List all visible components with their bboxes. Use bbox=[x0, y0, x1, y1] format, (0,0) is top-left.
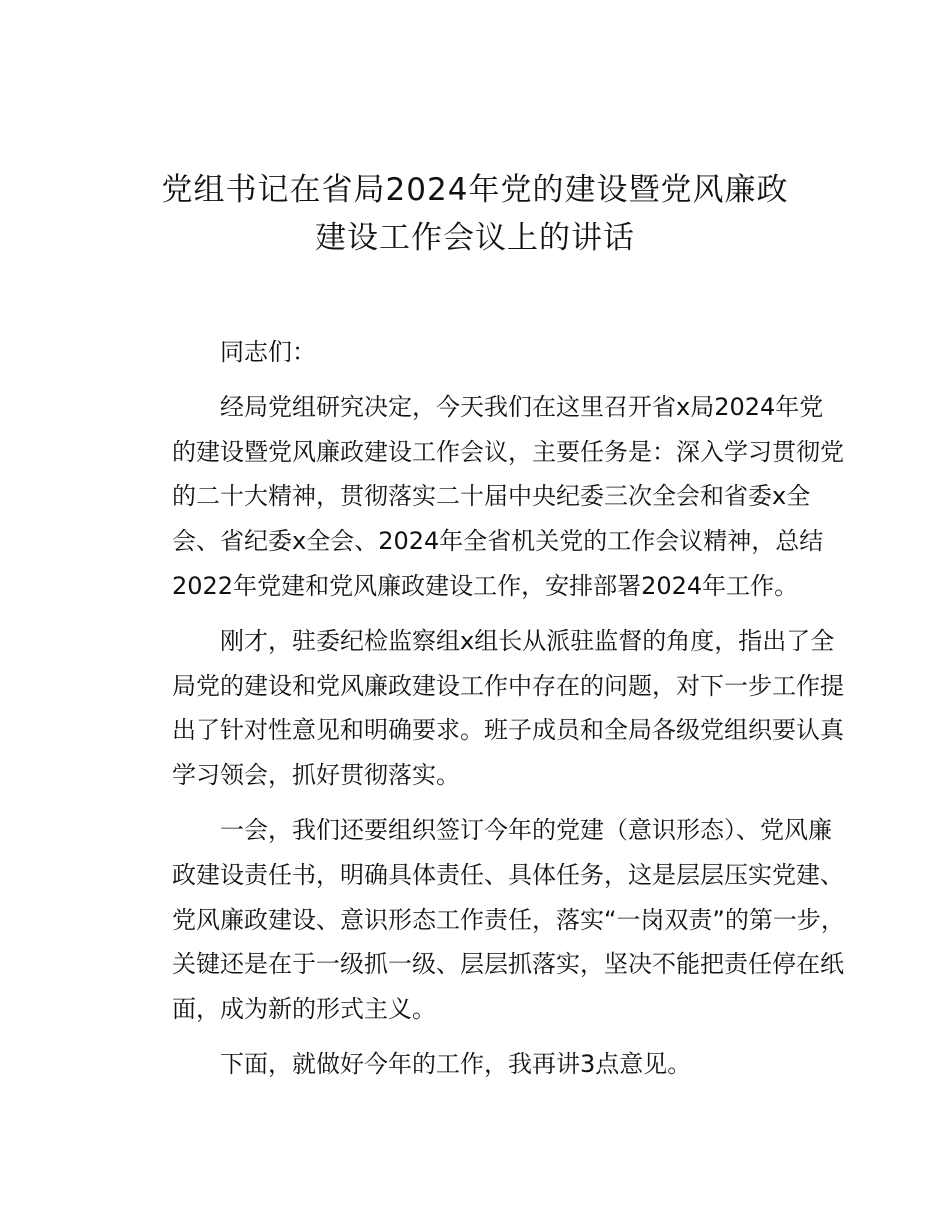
paragraph-line: 一会，我们还要组织签订今年的党建（意识形态）、党风廉 bbox=[220, 815, 832, 844]
paragraph-line: 下面，就做好今年的工作，我再讲3点意见。 bbox=[220, 1049, 692, 1078]
document-body bbox=[124, 330, 845, 1097]
paragraph-line: 的二十大精神，贯彻落实二十届中央纪委三次全会和省委x全 bbox=[172, 482, 811, 511]
title-line-2: 建设工作会议上的讲话 bbox=[315, 220, 635, 256]
title-line-1: 党组书记在省局2024年党的建设暨党风廉政 bbox=[161, 172, 789, 208]
paragraph-line: 学习领会，抓好贯彻落实。 bbox=[172, 761, 460, 790]
paragraph-line: 党风廉政建设、意识形态工作责任，落实“一岗双责”的第一步， bbox=[172, 905, 845, 934]
closing-paragraph bbox=[124, 1042, 836, 1087]
paragraph-line: 同志们： bbox=[220, 338, 316, 366]
paragraph-line: 局党的建设和党风廉政建设工作中存在的问题，对下一步工作提 bbox=[172, 671, 844, 700]
salutation-paragraph bbox=[124, 330, 836, 375]
paragraph-line: 2022年党建和党风廉政建设工作，安排部署2024年工作。 bbox=[172, 571, 799, 600]
paragraph-line: 的建设暨党风廉政建设工作会议，主要任务是：深入学习贯彻党 bbox=[172, 437, 844, 466]
paragraph-line: 面，成为新的形式主义。 bbox=[172, 995, 436, 1024]
supervision-paragraph bbox=[124, 619, 844, 798]
paragraph-line: 政建设责任书，明确具体责任、具体任务，这是层层压实党建、 bbox=[172, 860, 844, 889]
meeting-purpose-paragraph bbox=[124, 385, 844, 609]
responsibility-paragraph bbox=[124, 808, 845, 1032]
paragraph-line: 经局党组研究决定，今天我们在这里召开省x局2024年党 bbox=[220, 392, 824, 421]
paragraph-line: 关键还是在于一级抓一级、层层抓落实，坚决不能把责任停在纸 bbox=[172, 950, 844, 979]
paragraph-line: 刚才，驻委纪检监察组x组长从派驻监督的角度，指出了全 bbox=[220, 626, 835, 655]
document-title bbox=[120, 166, 830, 262]
paragraph-line: 出了针对性意见和明确要求。班子成员和全局各级党组织要认真 bbox=[172, 716, 844, 745]
paragraph-line: 会、省纪委x全会、2024年全省机关党的工作会议精神，总结 bbox=[172, 527, 824, 556]
